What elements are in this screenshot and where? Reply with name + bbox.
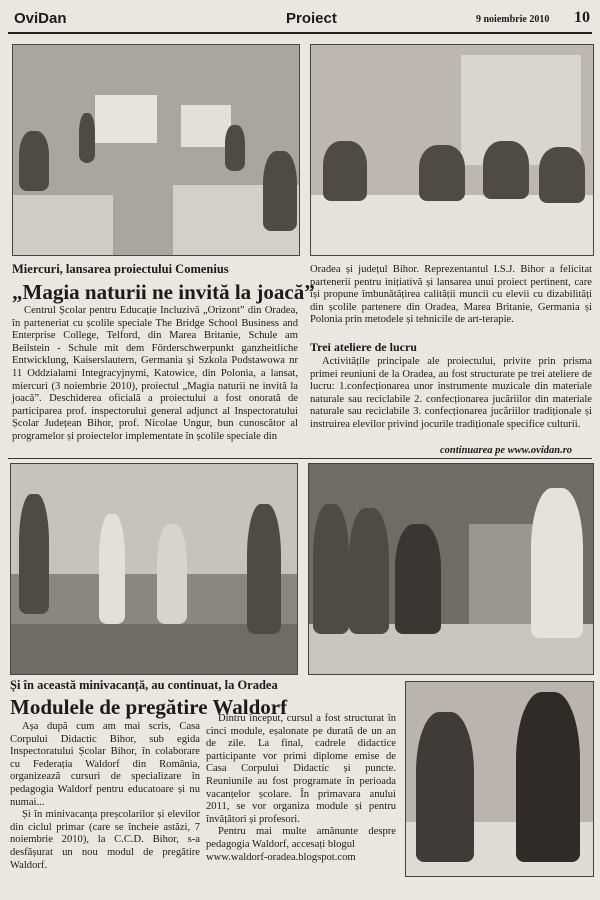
section-name: Proiect xyxy=(286,10,337,27)
article2-paragraph: Așa după cum am mai scris, Casa Corpului Didactic Bihor, sub egida Inspectoratului Școlar Bihor, în colaborare cu Federația Waldorf din România, organizează cursuri de specializare în pedagogia Waldorf pentru educatoare și nu numai... xyxy=(10,721,200,808)
article2-paragraph: Pentru mai multe amănunte despre pedagogia Waldorf, accesați blogul xyxy=(206,826,396,850)
photo-crafts-workshop xyxy=(308,463,594,675)
article1-paragraph: Oradea și județul Bihor. Reprezentantul I.S.J. Bihor a felicitat partenerii pentru inițiativă și lansarea unui proiect pertinent, care își propune îmbunătățirea calității muncii cu elevii cu dizabilități din școlile partenere din Oradea, Marea Britanie, Germania și Polonia prin metodele și tehnicile de art-terapie. xyxy=(310,264,592,326)
page-header xyxy=(8,10,592,34)
publication-name: OviDan xyxy=(14,10,67,27)
article1-column-right xyxy=(310,264,592,327)
article2-title: Modulele de pregătire Waldorf xyxy=(10,695,288,719)
article1-paragraph: Activitățile principale ale proiectului, privite prin prisma primei reuniuni de la Oradea, au fost structurate pe trei ateliere de lucru: 1.confecționarea unor instrumente muzicale din materiale naturale sau reciclabile 2. confecționarea jucăriilor din materiale naturale sau reciclabile 3. confecționarea jucăriilor tradiționale și instruirea elevilor privind jocurile tradiționale specifice culturii. xyxy=(310,356,592,430)
article1-column-left xyxy=(12,305,298,444)
article2-column-right xyxy=(206,713,396,864)
article2-paragraph: Dintru început, cursul a fost structurat în cinci module, eșalonate pe durată de un an de zile. La final, cadrele didactice participante vor primi diplome emise de Casa Corpului Didactic și puncte. Reuniunile au fost programate în perioada vacanțelor școlare. În primavara anului 2011, se vor organiza module și pentru învățători și profesori. xyxy=(206,713,396,825)
blog-link[interactable]: www.waldorf-oradea.blogspot.com xyxy=(206,851,356,863)
article1-subheading: Trei ateliere de lucru xyxy=(310,340,417,354)
photo-dance-workshop xyxy=(10,463,298,675)
photo-waldorf-workshop xyxy=(405,681,594,877)
continued-link[interactable]: continuarea pe www.ovidan.ro xyxy=(440,445,573,456)
page-number: 10 xyxy=(574,9,590,26)
issue-date: 9 noiembrie 2010 xyxy=(476,14,550,25)
article2-column-left xyxy=(10,721,200,872)
divider xyxy=(8,458,592,459)
article1-column-right-2 xyxy=(310,356,592,432)
photo-meeting-room xyxy=(12,44,300,256)
article1-paragraph: Centrul Școlar pentru Educație Incluzivă „Orizont” din Oradea, în parteneriat cu școlile speciale The Bridge School Business and Enterprise College, Telford, din Marea Britanie, Schule am Beilstein - Schule mit dem Förderschwerpunkt ganzheitliche Entwicklung, Kaiserslautern, Germania și Szkola Podstawowa nr 11 Oddzialami Integracyjnymi, Katowice, din Polonia, a lansat, miercuri (3 noiembrie 2010), proiectul „Magia naturii ne invită la joacă”. Deschiderea oficială a proiectului a fost onorată de participarea prof. inspectorului general adjunct al Inspectoratului Școlar Județean Bihor, prof. Nicolae Ungur, bun cunoscător al programelor și proiectelor implementate în școlile speciale din xyxy=(12,305,298,442)
article1-title: „Magia naturii ne invită la joacă” xyxy=(12,280,315,304)
article2-paragraph: Și în minivacanța preșcolarilor și elevilor din ciclul primar (care se încheie astăzi, 7 noiembrie 2010), la C.C.D. Bihor, s-a desfășurat un nou modul de pregătire Waldorf. xyxy=(10,809,200,871)
photo-officials-table xyxy=(310,44,594,256)
article2-kicker: Și în această minivacanță, au continuat, la Oradea xyxy=(10,678,278,692)
article1-kicker: Miercuri, lansarea proiectului Comenius xyxy=(12,262,229,276)
